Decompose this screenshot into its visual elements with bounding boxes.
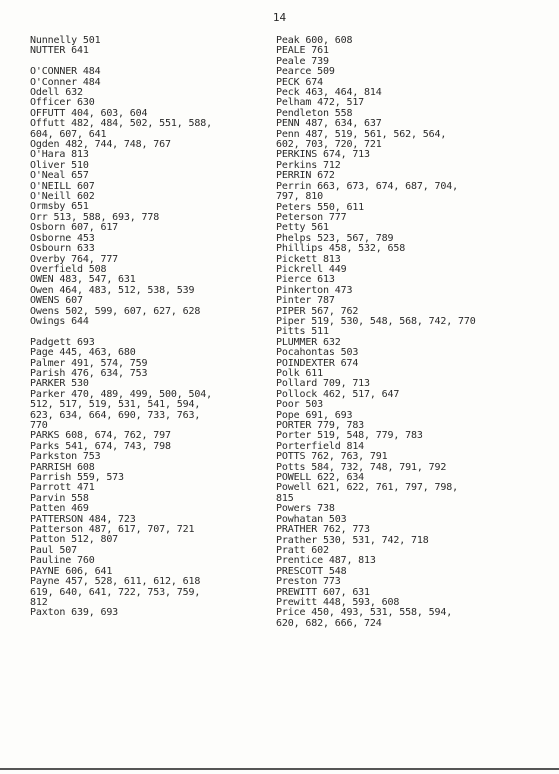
index-entry: Peale 739 — [276, 55, 329, 67]
index-entry: Phelps 523, 567, 789 — [276, 232, 394, 244]
index-entry: Patterson 487, 617, 707, 721 — [30, 524, 195, 536]
index-entry: O'Conner 484 — [30, 76, 101, 88]
index-entry: PAYNE 606, 641 — [30, 565, 113, 577]
index-entry: Owen 464, 483, 512, 538, 539 — [30, 284, 195, 296]
index-entry: Pocahontas 503 — [276, 347, 359, 359]
index-entry: Prentice 487, 813 — [276, 555, 376, 567]
index-entry: PATTERSON 484, 723 — [30, 513, 136, 525]
index-entry: PARKER 530 — [30, 378, 89, 390]
index-entry: 602, 703, 720, 721 — [276, 139, 382, 151]
index-entry: Pelham 472, 517 — [276, 97, 365, 109]
index-entry: Parkston 753 — [30, 451, 101, 463]
index-entry: OWENS 607 — [30, 295, 83, 307]
index-entry: Parks 541, 674, 743, 798 — [30, 440, 171, 452]
index-entry: Porterfield 814 — [276, 440, 365, 452]
index-entry: Peters 550, 611 — [276, 201, 365, 213]
index-entry: PENN 487, 634, 637 — [276, 118, 382, 130]
index-entry: PERKINS 674, 713 — [276, 149, 370, 161]
index-entry: Piper 519, 530, 548, 568, 742, 770 — [276, 315, 476, 327]
index-entry: Owens 502, 599, 607, 627, 628 — [30, 305, 201, 317]
index-entry: Padgett 693 — [30, 336, 95, 348]
index-entry: 770 — [30, 420, 48, 431]
index-entry: Parish 476, 634, 753 — [30, 367, 148, 379]
index-entry: O'CONNER 484 — [30, 66, 101, 78]
index-entry: Parrott 471 — [30, 482, 95, 494]
index-entry: PERRIN 672 — [276, 170, 335, 182]
index-entry: 815 — [276, 492, 294, 504]
bottom-rule — [0, 768, 559, 770]
index-entry: Powell 621, 622, 761, 797, 798, — [276, 482, 458, 494]
index-column-right — [276, 36, 554, 629]
index-entry: Powhatan 503 — [276, 513, 347, 525]
index-entry: Pratt 602 — [276, 544, 329, 556]
index-entry: Preston 773 — [276, 576, 341, 588]
index-entry: PRATHER 762, 773 — [276, 524, 370, 536]
index-entry: Penn 487, 519, 561, 562, 564, — [276, 128, 447, 140]
index-entry: O'NEILL 607 — [30, 180, 95, 192]
index-entry: Parker 470, 489, 499, 500, 504, — [30, 388, 212, 400]
index-entry: Paxton 639, 693 — [30, 607, 119, 619]
index-entry: Overfield 508 — [30, 263, 107, 275]
index-entry: Pollard 709, 713 — [276, 378, 370, 390]
index-entry: Officer 630 — [30, 97, 95, 109]
index-entry: Ogden 482, 744, 748, 767 — [30, 139, 171, 151]
index-entry: Pinkerton 473 — [276, 284, 353, 296]
index-entry: PREWITT 607, 631 — [276, 586, 370, 598]
index-entry: OFFUTT 404, 603, 604 — [30, 107, 148, 119]
index-entry: PARKS 608, 674, 762, 797 — [30, 430, 171, 442]
index-entry: Overby 764, 777 — [30, 253, 119, 265]
index-entry: 623, 634, 664, 690, 733, 763, — [30, 409, 201, 421]
index-entry: POWELL 622, 634 — [276, 472, 365, 484]
index-entry: Ormsby 651 — [30, 201, 89, 213]
index-entry: 620, 682, 666, 724 — [276, 617, 382, 629]
index-entry: Prather 530, 531, 742, 718 — [276, 534, 429, 546]
page-number: 14 — [272, 11, 287, 24]
index-entry: Peck 463, 464, 814 — [276, 87, 382, 99]
index-entry: Patten 469 — [30, 503, 89, 515]
index-entry: Potts 584, 732, 748, 791, 792 — [276, 461, 447, 473]
index-entry: Pauline 760 — [30, 555, 95, 567]
index-entry: Palmer 491, 574, 759 — [30, 357, 148, 369]
index-entry: 604, 607, 641 — [30, 128, 107, 140]
index-entry: Perkins 712 — [276, 159, 341, 171]
index-entry: O'Neal 657 — [30, 170, 89, 182]
index-entry: Pearce 509 — [276, 66, 335, 78]
index-entry: Poor 503 — [276, 399, 323, 411]
index-entry: NUTTER 641 — [30, 45, 89, 57]
index-entry: Petty 561 — [276, 222, 329, 234]
index-entry: 619, 640, 641, 722, 753, 759, — [30, 586, 201, 598]
index-entry: Perrin 663, 673, 674, 687, 704, — [276, 180, 458, 192]
index-entry: Odell 632 — [30, 87, 83, 99]
index-entry: Polk 611 — [276, 368, 323, 379]
index-entry: PECK 674 — [276, 76, 323, 88]
index-entry: POINDEXTER 674 — [276, 357, 359, 369]
index-entry: Patton 512, 807 — [30, 534, 119, 546]
index-entry: PIPER 567, 762 — [276, 305, 359, 317]
index-entry: Phillips 458, 532, 658 — [276, 243, 406, 255]
index-entry: Pickett 813 — [276, 253, 341, 265]
index-entry: Parrish 559, 573 — [30, 472, 124, 484]
index-entry: Pierce 613 — [276, 274, 335, 286]
index-entry: Parvin 558 — [30, 492, 89, 504]
index-entry: 797, 810 — [276, 191, 323, 203]
index-entry: Peak 600, 608 — [276, 35, 353, 46]
index-entry: O'Neill 602 — [30, 191, 95, 203]
index-entry: Offutt 482, 484, 502, 551, 588, — [30, 118, 212, 130]
index-entry: Peterson 777 — [276, 211, 347, 223]
index-entry: Orr 513, 588, 693, 778 — [30, 211, 160, 223]
index-entry: Nunnelly 501 — [30, 35, 101, 46]
index-entry: Powers 738 — [276, 503, 335, 515]
index-entry: Paul 507 — [30, 544, 77, 556]
index-entry: Payne 457, 528, 611, 612, 618 — [30, 576, 201, 588]
index-entry: Osborn 607, 617 — [30, 222, 119, 234]
index-entry: 512, 517, 519, 531, 541, 594, — [30, 399, 201, 411]
index-entry: Page 445, 463, 680 — [30, 347, 136, 359]
index-entry: Pinter 787 — [276, 295, 335, 307]
index-entry: PORTER 779, 783 — [276, 420, 365, 432]
index-entry: Owings 644 — [30, 315, 89, 327]
index-entry: Pitts 511 — [276, 326, 329, 338]
index-entry: POTTS 762, 763, 791 — [276, 451, 388, 463]
index-entry: Oliver 510 — [30, 159, 89, 171]
index-entry: PLUMMER 632 — [276, 336, 341, 348]
index-entry: OWEN 483, 547, 631 — [30, 274, 136, 286]
index-column-left — [30, 36, 266, 619]
index-entry: Pollock 462, 517, 647 — [276, 388, 400, 400]
index-entry: Pickrell 449 — [276, 263, 347, 275]
index-entry: Pendleton 558 — [276, 107, 353, 119]
index-entry: O'Hara 813 — [30, 149, 89, 161]
index-entry: PRESCOTT 548 — [276, 565, 347, 577]
index-entry: 812 — [30, 596, 48, 608]
index-entry: PARRISH 608 — [30, 461, 95, 473]
index-entry: Price 450, 493, 531, 558, 594, — [276, 607, 453, 619]
index-entry: Osborne 453 — [30, 232, 95, 244]
index-entry: Pope 691, 693 — [276, 409, 353, 421]
index-entry: Porter 519, 548, 779, 783 — [276, 430, 423, 442]
index-entry: Osbourn 633 — [30, 243, 95, 255]
index-entry: Prewitt 448, 593, 608 — [276, 596, 400, 608]
index-entry: PEALE 761 — [276, 45, 329, 57]
